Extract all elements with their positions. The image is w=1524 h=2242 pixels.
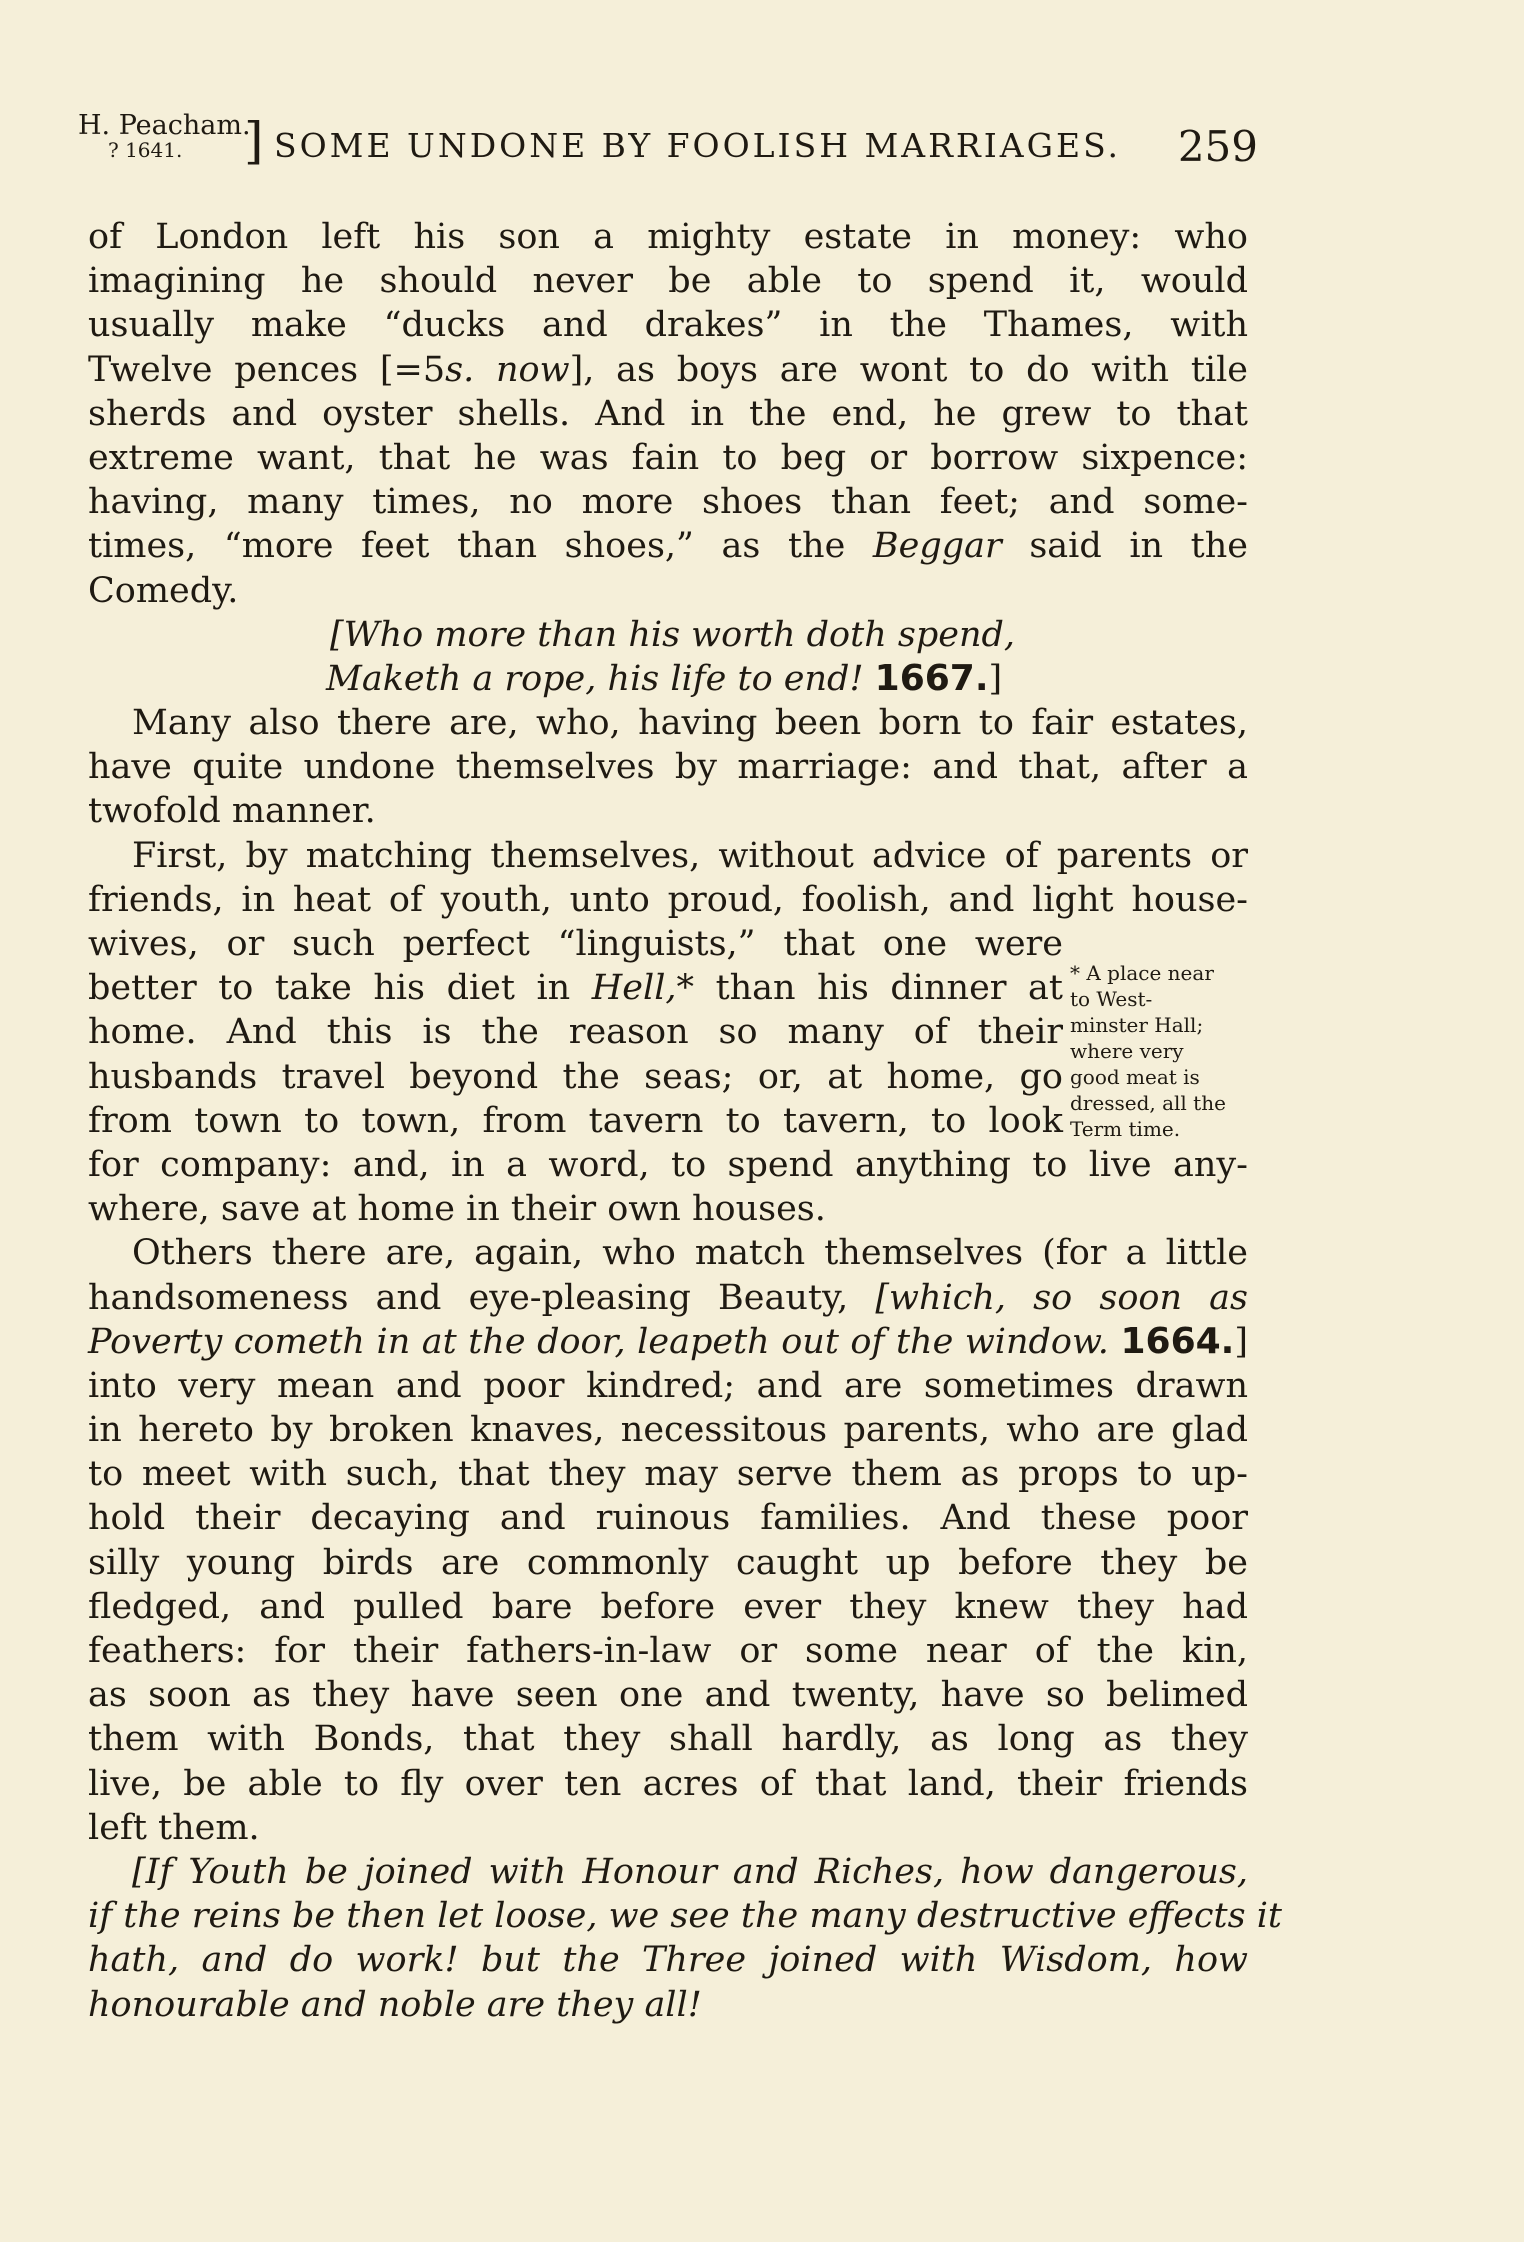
- text-line: First, by matching themselves, without advice of parents or: [132, 835, 1248, 876]
- text-line: left them.: [88, 1807, 260, 1848]
- text-line: them with Bonds, that they shall hardly, as long as they: [88, 1719, 1248, 1760]
- text-line: fledged, and pulled bare before ever they knew they had: [88, 1586, 1248, 1627]
- text-segment: ]: [1234, 1321, 1248, 1362]
- marginal-line: minster Hall;: [1070, 1013, 1204, 1037]
- text-segment: handsomeness and eye-pleasing Beauty,: [88, 1277, 876, 1318]
- text-line: feathers: for their fathers-in-law or some near of the kin,: [88, 1631, 1248, 1671]
- edition-number: 1667.: [874, 657, 989, 699]
- italic-segment: Hell,*: [591, 968, 695, 1009]
- text-line: husbands travel beyond the seas; or, at home, go: [88, 1056, 1063, 1097]
- text-segment: Twelve pences [=5: [88, 349, 446, 390]
- text-segment: said in the: [1001, 526, 1248, 567]
- text-line: twofold manner.: [88, 791, 376, 832]
- text-line: as soon as they have seen one and twenty, have so belimed: [88, 1675, 1248, 1716]
- text-line: wives, or such perfect “linguists,” that one were: [88, 924, 1063, 964]
- marginal-line: Term time.: [1070, 1117, 1181, 1141]
- text-line: sherds and oyster shells. And in the end, he grew to that: [88, 393, 1248, 434]
- text-line: where, save at home in their own houses.: [88, 1189, 826, 1230]
- verse-line: [Who more than his worth doth spend,: [330, 614, 1016, 655]
- text-segment: ]: [988, 658, 1003, 699]
- editor-note-line: [If Youth be joined with Honour and Riches, how dangerous,: [132, 1851, 1248, 1892]
- text-segment: better to take his diet in: [88, 968, 592, 1009]
- text-line: have quite undone themselves by marriage: and that, after a: [88, 747, 1248, 788]
- header-bracket: ]: [244, 112, 264, 170]
- text-line: Others there are, again, who match themselves (for a little: [132, 1233, 1248, 1274]
- text-segment: times, “more feet than shoes,” as the: [88, 526, 873, 567]
- header-author: [78, 110, 251, 162]
- text-segment: ], as boys are wont to do with tile: [569, 349, 1248, 390]
- text-line: extreme want, that he was fain to beg or borrow sixpence:: [88, 437, 1248, 478]
- running-header: [78, 112, 1258, 182]
- header-author-date: ? 1641.: [108, 138, 183, 162]
- text-line: having, many times, no more shoes than feet; and some-: [88, 482, 1248, 523]
- italic-segment: [which, so soon as: [875, 1277, 1248, 1318]
- text-line: [88, 1276, 1248, 1320]
- text-line: in hereto by broken knaves, necessitous parents, who are glad: [88, 1410, 1248, 1451]
- text-line: friends, in heat of youth, unto proud, foolish, and light house-: [88, 879, 1248, 920]
- marginal-line: to West-: [1070, 987, 1153, 1011]
- editor-note-line: if the reins be then let loose, we see the many destructive effects it: [88, 1896, 1282, 1937]
- text-line: live, be able to fly over ten acres of that land, their friends: [88, 1763, 1248, 1804]
- marginal-line: dressed, all the: [1070, 1091, 1226, 1115]
- marginal-line: * A place near: [1070, 961, 1214, 985]
- verse-line: [88, 657, 1248, 701]
- marginal-note: [1070, 960, 1270, 1142]
- text-line: Comedy.: [88, 570, 239, 611]
- text-line: to meet with such, that they may serve them as props to up-: [88, 1454, 1248, 1495]
- text-line: Many also there are, who, having been born to fair estates,: [132, 703, 1248, 744]
- text-line: [88, 1320, 1248, 1364]
- marginal-line: where very: [1070, 1039, 1184, 1063]
- edition-number: 1664.: [1120, 1320, 1235, 1362]
- text-line: [88, 524, 1248, 568]
- text-line: imagining he should never be able to spend it, would: [88, 261, 1248, 302]
- editor-note-line: hath, and do work! but the Three joined with Wisdom, how: [88, 1940, 1248, 1981]
- text-line: usually make “ducks and drakes” in the Thames, with: [88, 305, 1248, 346]
- text-line: hold their decaying and ruinous families. And these poor: [88, 1498, 1248, 1539]
- marginal-line: good meat is: [1070, 1065, 1200, 1089]
- text-line: from town to town, from tavern to tavern, to look: [88, 1100, 1063, 1141]
- text-line: of London left his son a mighty estate in money: who: [88, 217, 1248, 257]
- editor-note-line: honourable and noble are they all!: [88, 1984, 702, 2025]
- text-line: silly young birds are commonly caught up before they be: [88, 1542, 1248, 1583]
- header-author-name: H. Peacham.: [78, 110, 251, 141]
- text-line: into very mean and poor kindred; and are sometimes drawn: [88, 1365, 1248, 1406]
- text-line: [88, 348, 1248, 392]
- text-line: [88, 966, 1063, 1010]
- italic-segment: s. now: [445, 349, 570, 390]
- text-line: home. And this is the reason so many of their: [88, 1012, 1063, 1053]
- italic-segment: Poverty cometh in at the door, leapeth out of the window.: [88, 1321, 1121, 1362]
- italic-segment: Maketh a rope, his life to end!: [326, 658, 875, 699]
- page-number: 259: [1177, 122, 1258, 171]
- text-segment: than his dinner at: [694, 968, 1063, 1009]
- italic-segment: Beggar: [872, 526, 1002, 567]
- header-title: SOME UNDONE BY FOOLISH MARRIAGES.: [274, 126, 1122, 165]
- text-line: for company: and, in a word, to spend anything to live any-: [88, 1144, 1248, 1185]
